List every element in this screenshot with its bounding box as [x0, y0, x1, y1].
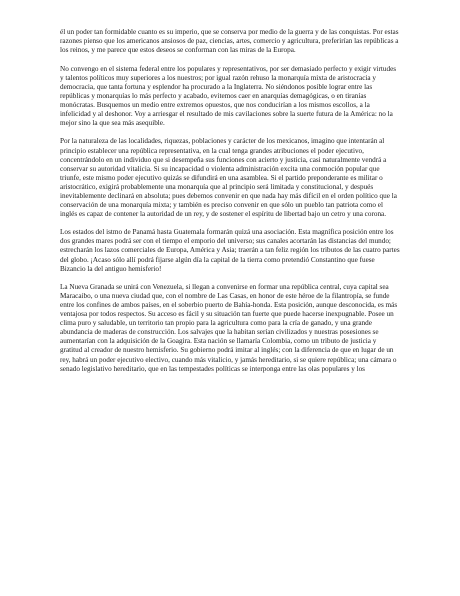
paragraph-2: No convengo en el sistema federal entre los populares y representativos, por ser demasiado perfecto y exigir virtudes y talentos políticos muy superiores a los nuestros; por igual razón rehuso la monarquía mixta de aristocracia y democracia, que tanta fortuna y esplendor ha procurado a la Inglaterra. No siéndonos posible lograr entre las repúblicas y monarquías lo más perfecto y acabado, evitemos caer en anarquías demagógicas, o en tiranías monócratas. Busquemos un medio entre extremos opuestos, que nos conducirían a los mismos escollos, a la infelicidad y al deshonor. Voy a arriesgar el resultado de mis cavilaciones sobre la suerte futura de la América: no la mejor sino la que sea más asequible.: [60, 64, 397, 127]
document-body: [60, 28, 400, 374]
paragraph-1: él un poder tan formidable cuanto es su imperio, que se conserva por medio de la guerra y de las conquistas. Por estas razones pienso que los americanos ansiosos de paz, ciencias, artes, comercio y agricultura, preferirían las repúblicas a los reinos, y me parece que estos deseos se conforman con las miras de la Europa.: [60, 28, 399, 55]
paragraph-3: Por la naturaleza de las localidades, riquezas, poblaciones y carácter de los mexicanos, imagino que intentarán al principio establecer una república representativa, en la cual tenga grandes atribuciones el poder ejecutivo, concentrándolo en un individuo que si desempeña sus funciones con acierto y justicia, casi naturalmente vendrá a conservar su autoridad vitalicia. Si su incapacidad o violenta administración excita una conmoción popular que triunfe, este mismo poder ejecutivo quizás se difundirá en una asamblea. Si el partido preponderante es militar o aristocrático, exigirá probablemente una monarquía que al principio será limitada y constitucional, y después inevitablemente declinará en absoluta; pues debemos convenir en que nada hay más difícil en el orden político que la conservación de una monarquía mixta; y también es preciso convenir en que sólo un pueblo tan patriota como el inglés es capaz de contener la autoridad de un rey, y de sostener el espíritu de libertad bajo un cetro y una corona.: [60, 137, 397, 218]
paragraph-4: Los estados del istmo de Panamá hasta Guatemala formarán quizá una asociación. Esta magnífica posición entre los dos grandes mares podrá ser con el tiempo el emporio del universo; sus canales acortarán las distancias del mundo; estrecharán los lazos comerciales de Europa, América y Asia; traerán a tan feliz región los tributos de las cuatro partes del globo. ¡Acaso sólo allí podrá fijarse algún día la capital de la tierra como pretendió Constantino que fuese Bizancio la del antiguo hemisferio!: [60, 228, 400, 273]
paragraph-5: La Nueva Granada se unirá con Venezuela, si llegan a convenirse en formar una república central, cuya capital sea Maracaibo, o una nueva ciudad que, con el nombre de Las Casas, en honor de este héroe de la filantropía, se funde entre los confines de ambos países, en el soberbio puerto de Bahía-honda. Esta posición, aunque desconocida, es más ventajosa por todos respectos. Su acceso es fácil y su situación tan fuerte que puede hacerse inexpugnable. Posee un clima puro y saludable, un territorio tan propio para la agricultura como para la cría de ganado, y una grande abundancia de maderas de construcción. Los salvajes que la habitan serían civilizados y nuestras posesiones se aumentarían con la adquisición de la Goagira. Esta nación se llamaría Colombia, como un tributo de justicia y gratitud al creador de nuestro hemisferio. Su gobierno podrá imitar al inglés; con la diferencia de que en lugar de un rey, habrá un poder ejecutivo electivo, cuando más vitalicio, y jamás hereditario, si se quiere república; una cámara o senado legislativo hereditario, que en las tempestades políticas se interponga entre las olas populares y los: [60, 283, 398, 373]
